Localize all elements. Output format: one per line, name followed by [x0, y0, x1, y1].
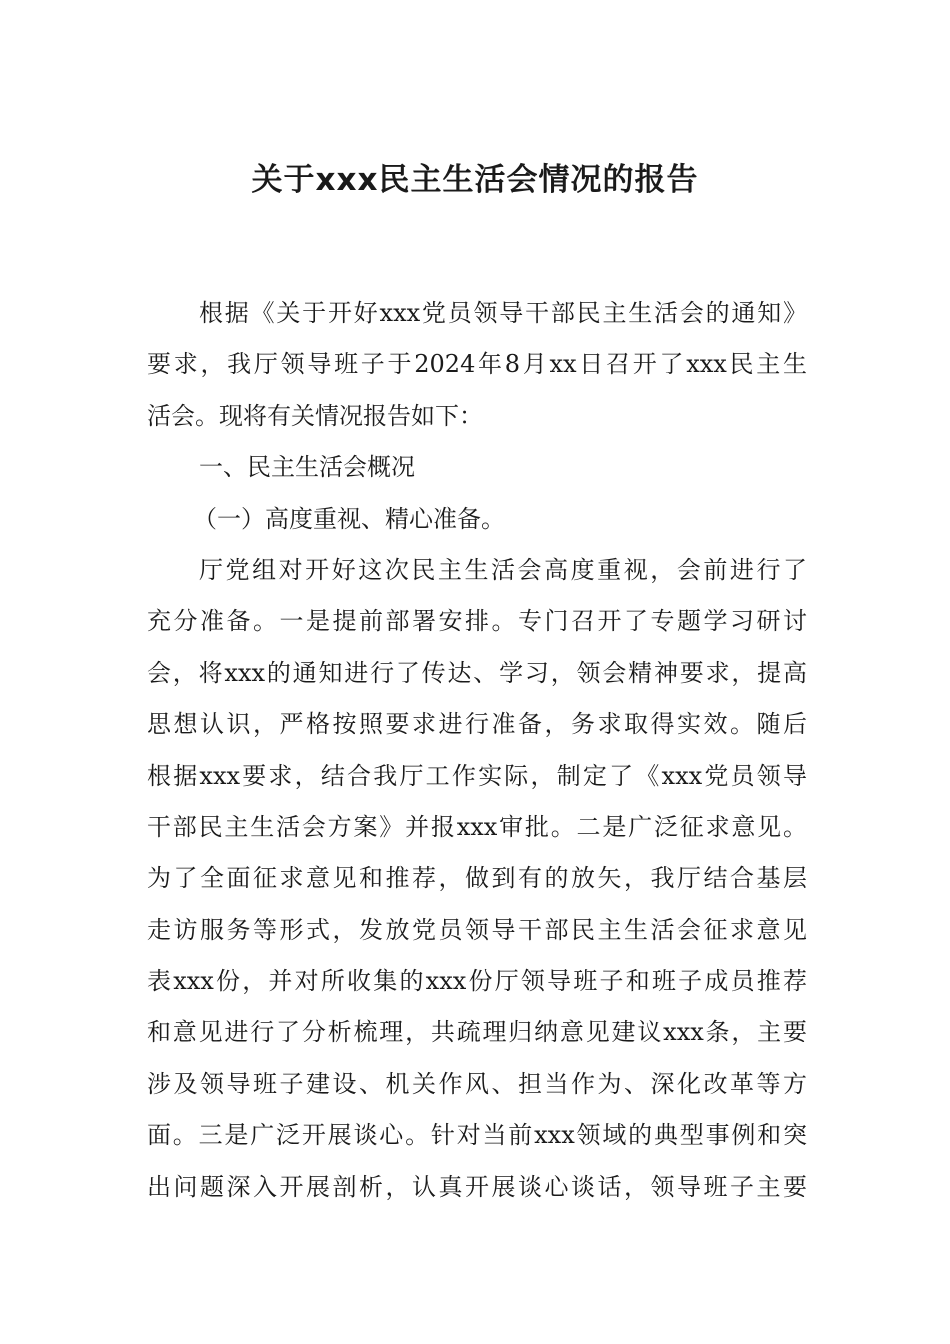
paragraph-line: 会，将xxx的通知进行了传达、学习，领会精神要求，提高	[147, 658, 807, 687]
paragraph-line: 要求，我厅领导班子于2024年8月xx日召开了xxx民主生	[147, 350, 807, 379]
paragraph-line: 表xxx份，并对所收集的xxx份厅领导班子和班子成员推荐	[147, 967, 807, 996]
paragraph-line: 干部民主生活会方案》并报xxx审批。二是广泛征求意见。	[147, 812, 807, 841]
paragraph-line: 面。三是广泛开展谈心。针对当前xxx领域的典型事例和突	[147, 1121, 807, 1150]
paragraph-line: 充分准备。一是提前部署安排。专门召开了专题学习研讨	[147, 607, 807, 636]
paragraph-line: 和意见进行了分析梳理，共疏理归纳意见建议xxx条，主要	[147, 1018, 807, 1047]
subsection-heading: （一）高度重视、精心准备。	[193, 504, 505, 533]
paragraph-line: 根据《关于开好xxx党员领导干部民主生活会的通知》	[199, 299, 807, 327]
paragraph-line: 出问题深入开展剖析，认真开展谈心谈话，领导班子主要	[147, 1172, 807, 1201]
paragraph-line: 走访服务等形式，发放党员领导干部民主生活会征求意见	[147, 915, 807, 944]
document-title: 关于xxx民主生活会情况的报告	[251, 162, 699, 198]
document-body	[147, 288, 807, 1213]
paragraph-line: 根据xxx要求，结合我厅工作实际，制定了《xxx党员领导	[147, 761, 807, 790]
paragraph-line: 厅党组对开好这次民主生活会高度重视，会前进行了	[199, 555, 807, 584]
paragraph-line: 思想认识，严格按照要求进行准备，务求取得实效。随后	[147, 710, 807, 739]
paragraph-line: 活会。现将有关情况报告如下：	[147, 401, 483, 430]
paragraph-line: 为了全面征求意见和推荐，做到有的放矢，我厅结合基层	[147, 864, 807, 893]
section-heading: 一、民主生活会概况	[199, 453, 415, 482]
paragraph-line: 涉及领导班子建设、机关作风、担当作为、深化改革等方	[147, 1069, 807, 1098]
